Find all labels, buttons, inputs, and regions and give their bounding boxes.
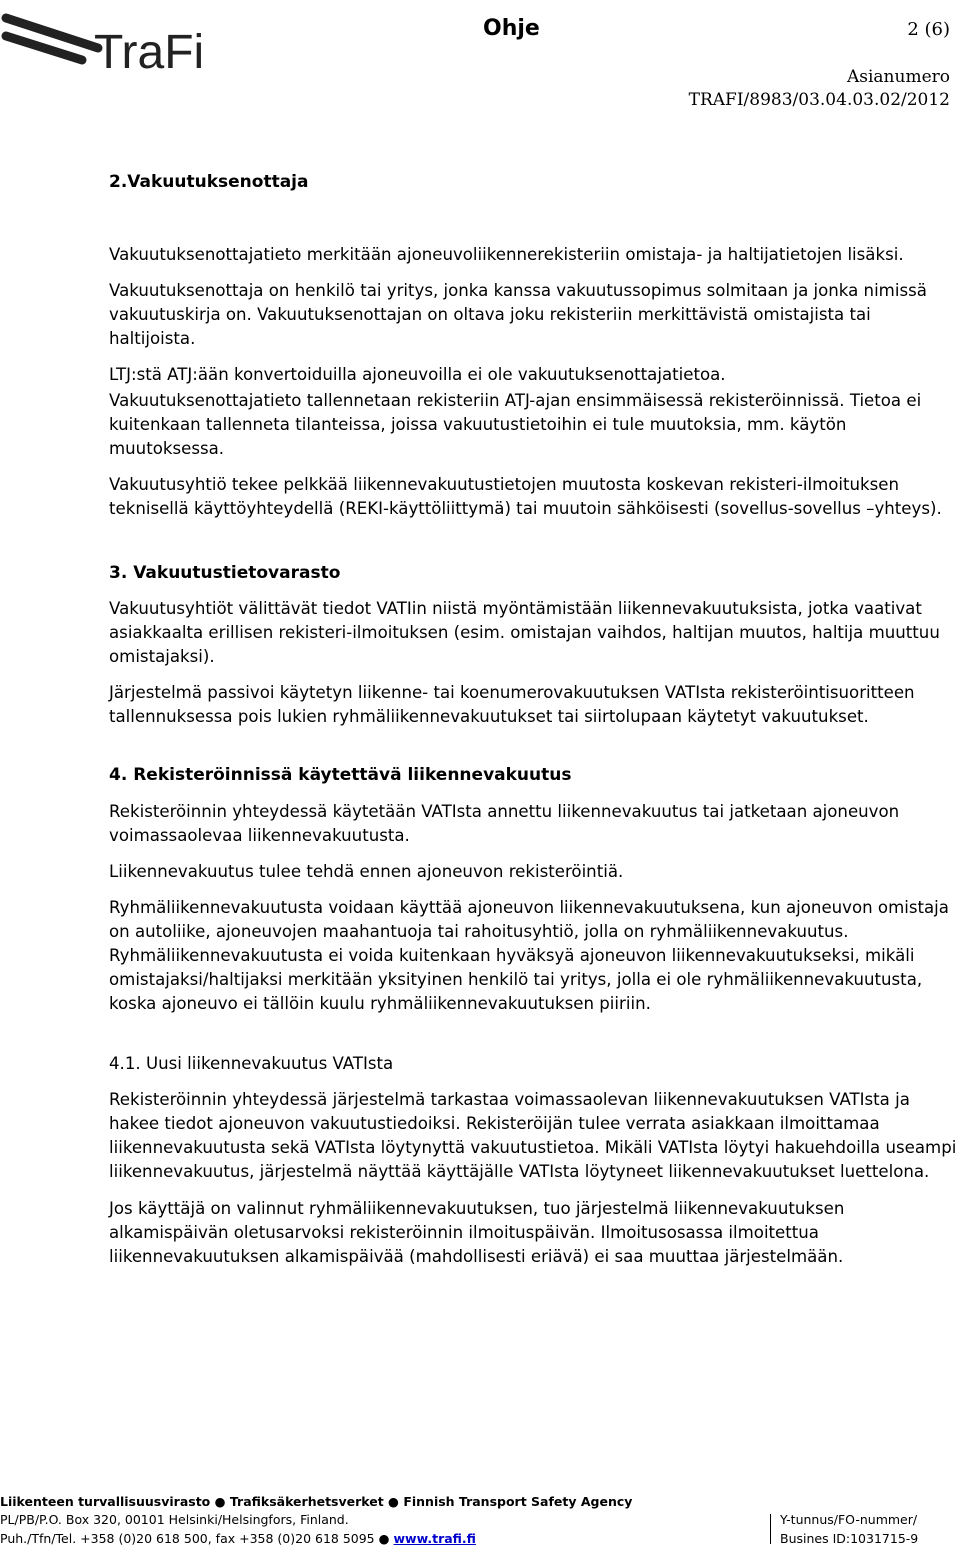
section-heading: 4. Rekisteröinnissä käytettävä liikennevakuutus — [109, 765, 572, 785]
document-type: Ohje — [483, 16, 540, 41]
page-footer — [0, 1492, 960, 1546]
paragraph: Vakuutuksenottajatieto tallennetaan rekisteriin ATJ-ajan ensimmäisessä rekisteröinnissä. Tietoa ei kuitenkaan tallenneta tilanteissa, joissa vakuutustietoihin ei tule muutoksia, mm. käytön muutoksessa. — [109, 391, 922, 458]
reference-number: TRAFI/8983/03.04.03.02/2012 — [688, 90, 950, 110]
paragraph: Ryhmäliikennevakuutusta voidaan käyttää ajoneuvon liikennevakuutuksena, kun ajoneuvon omistaja on autoliike, ajoneuvojen maahantuoja tai rahoitusyhtiö, jolla on ryhmäliikennevakuutus. Ryhmäliikennevakuutusta ei voida kuitenkaan hyväksyä ajoneuvon liikennevakuutukseksi, mikäli omistajaksi/haltijaksi merkitään yksityinen henkilö tai yritys, jolla ei ole ryhmäliikennevakuutusta, koska ajoneuvo ei tällöin kuulu ryhmäliikennevakuutuksen piiriin. — [109, 898, 949, 1013]
paragraph: Vakuutusyhtiö tekee pelkkää liikennevakuutustietojen muutosta koskevan rekisteri-ilmoituksen teknisellä käyttöyhteydellä (REKI-käyttöliittymä) tai muutoin sähköisesti (sovellus-sovellus –yhteys). — [109, 475, 942, 518]
paragraph: Vakuutuksenottajatieto merkitään ajoneuvoliikennerekisteriin omistaja- ja haltijatietojen lisäksi. — [109, 245, 904, 264]
business-id: Busines ID:1031715-9 — [780, 1531, 919, 1546]
logo-text: TraFi — [94, 26, 205, 79]
trafi-logo — [0, 0, 232, 80]
document-body — [109, 170, 957, 1269]
phone-fax: Puh./Tfn/Tel. +358 (0)20 618 500, fax +358 (0)20 618 5095 ● — [0, 1531, 390, 1546]
business-id-label: Y-tunnus/FO-nummer/ — [780, 1512, 918, 1527]
reference-label: Asianumero — [846, 67, 950, 87]
agency-names: Liikenteen turvallisuusvirasto ● Trafiksäkerhetsverket ● Finnish Transport Safety Agency — [0, 1494, 633, 1509]
section-heading: 3. Vakuutustietovarasto — [109, 563, 341, 583]
paragraph: Rekisteröinnin yhteydessä käytetään VATIsta annettu liikennevakuutus tai jatketaan ajoneuvon voimassaolevaa liikennevakuutusta. — [109, 802, 900, 845]
paragraph: LTJ:stä ATJ:ään konvertoiduilla ajoneuvoilla ei ole vakuutuksenottajatietoa. — [109, 365, 726, 384]
postal-address: PL/PB/P.O. Box 320, 00101 Helsinki/Helsingfors, Finland. — [0, 1512, 349, 1527]
paragraph: Liikennevakuutus tulee tehdä ennen ajoneuvon rekisteröintiä. — [109, 862, 624, 881]
footer-divider — [770, 1514, 771, 1544]
paragraph: Järjestelmä passivoi käytetyn liikenne- tai koenumerovakuutuksen VATIsta rekisteröintisuoritteen tallennuksessa pois lukien ryhmäliikennevakuutukset tai siirtolupaan käytetyt vakuutukset. — [109, 683, 915, 726]
paragraph: Vakuutusyhtiöt välittävät tiedot VATIin niistä myöntämistään liikennevakuutuksista, jotka vaativat asiakkaalta erillisen rekisteri-ilmoituksen (esim. omistajan vaihdos, haltijan muutos, haltija muuttuu omistajaksi). — [109, 599, 940, 666]
section-heading: 2.Vakuutuksenottaja — [109, 172, 309, 192]
page-number: 2 (6) — [907, 19, 950, 40]
paragraph: Jos käyttäjä on valinnut ryhmäliikennevakuutuksen, tuo järjestelmä liikennevakuutuksen alkamispäivän oletusarvoksi rekisteröinnin ilmoituspäivän. Ilmoitusosassa ilmoitettua liikennevakuutuksen alkamispäivää (mahdollisesti eriävä) ei saa muuttaa järjestelmään. — [109, 1199, 845, 1266]
paragraph: Rekisteröinnin yhteydessä järjestelmä tarkastaa voimassaolevan liikennevakuutuksen VATIsta ja hakee tiedot ajoneuvon vakuutustiedoiksi. Rekisteröijän tulee verrata asiakkaan ilmoittamaa liikennevakuutusta sekä VATIsta löytynyttä vakuutustietoa. Mikäli VATIsta löytyi hakuehdoilla useampi liikennevakuutus, järjestelmä näyttää käyttäjälle VATIsta löytyneet liikennevakuutukset luettelona. — [109, 1090, 957, 1181]
subsection-heading: 4.1. Uusi liikennevakuutus VATIsta — [109, 1054, 394, 1073]
website-link[interactable]: www.trafi.fi — [393, 1531, 476, 1546]
contact-line — [0, 1529, 476, 1548]
paragraph: Vakuutuksenottaja on henkilö tai yritys, jonka kanssa vakuutussopimus solmitaan ja jonka nimissä vakuutuskirja on. Vakuutuksenottajan on oltava joku rekisteriin merkittävistä omistajista tai haltijoista. — [109, 281, 927, 348]
